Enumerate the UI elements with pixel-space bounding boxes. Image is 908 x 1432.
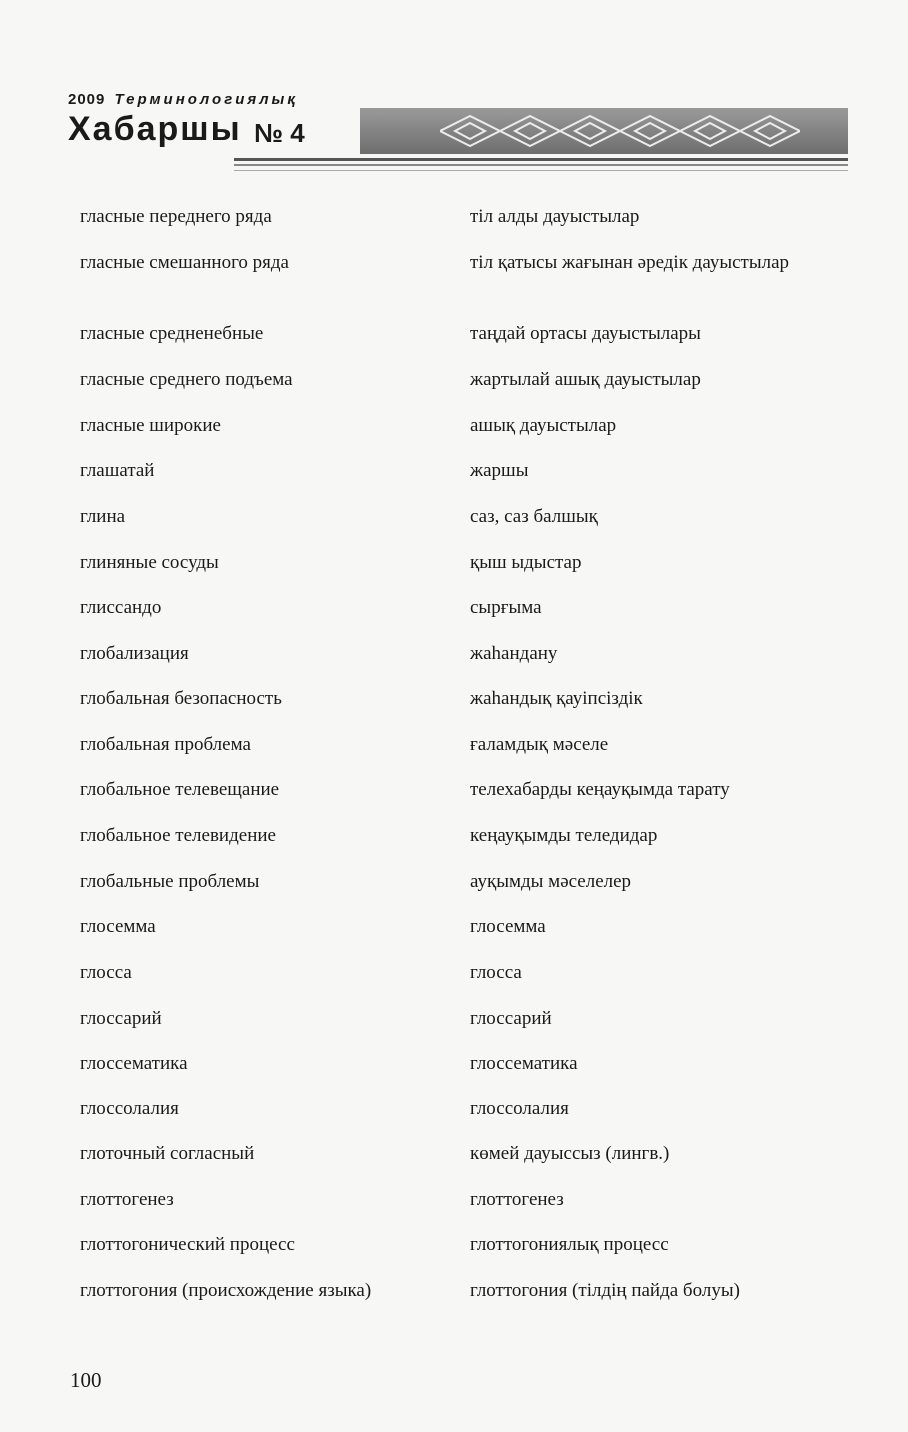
- journal-title-line2: Хабаршы: [68, 110, 242, 148]
- russian-term: глобальные проблемы: [80, 871, 260, 892]
- kazakh-term: ашық дауыстылар: [470, 415, 617, 436]
- kazakh-term: телехабарды кеңауқымда тарату: [470, 779, 730, 800]
- kazakh-term: жаһандық қауіпсіздік: [470, 688, 643, 709]
- kazakh-term: глоссарий: [470, 1008, 552, 1029]
- kazakh-term: сырғыма: [470, 597, 542, 618]
- russian-term: глобальная проблема: [80, 734, 251, 755]
- kazakh-term: глоттогониялық процесс: [470, 1234, 669, 1255]
- kazakh-term: саз, саз балшық: [470, 506, 598, 527]
- russian-term: гласные переднего ряда: [80, 206, 272, 227]
- russian-term: гласные средненебные: [80, 323, 264, 344]
- russian-term: глина: [80, 506, 126, 527]
- kazakh-term: тіл қатысы жағынан әредік дауыстылар: [470, 252, 790, 273]
- russian-term: глосса: [80, 962, 132, 983]
- russian-term: глобальная безопасность: [80, 688, 282, 709]
- kazakh-term: көмей дауыссыз (лингв.): [470, 1143, 670, 1164]
- issue-number: № 4: [254, 118, 305, 148]
- russian-term: глоссематика: [80, 1053, 188, 1074]
- russian-term: глашатай: [80, 460, 155, 481]
- kazakh-term: глосемма: [470, 916, 546, 937]
- russian-term: глобализация: [80, 643, 189, 664]
- kazakh-term: қыш ыдыстар: [470, 552, 582, 573]
- russian-term: глоттогенез: [80, 1189, 174, 1210]
- russian-term: глоточный согласный: [80, 1143, 255, 1164]
- journal-title-line1: Терминологиялық: [114, 91, 298, 108]
- kazakh-term: глоттогония (тілдің пайда болуы): [470, 1280, 740, 1301]
- russian-term: глобальное телевещание: [80, 779, 280, 800]
- russian-term: глоттогония (происхождение языка): [80, 1280, 372, 1301]
- russian-term: глиняные сосуды: [80, 552, 219, 573]
- kazakh-term: глоссолалия: [470, 1098, 569, 1119]
- kazakh-term: жаршы: [470, 460, 529, 481]
- russian-term: глоссарий: [80, 1008, 162, 1029]
- russian-term: глиссандо: [80, 597, 162, 618]
- page-number: 100: [70, 1368, 102, 1392]
- russian-term: гласные среднего подъема: [80, 369, 293, 390]
- kazakh-term: ғаламдық мәселе: [470, 734, 609, 755]
- journal-year: 2009: [68, 91, 106, 108]
- kazakh-term: жаһандану: [470, 643, 558, 664]
- kazakh-term: жартылай ашық дауыстылар: [470, 369, 701, 390]
- russian-term: глосемма: [80, 916, 156, 937]
- kazakh-term: глоссематика: [470, 1053, 578, 1074]
- kazakh-term: кеңауқымды теледидар: [470, 825, 658, 846]
- kazakh-term: глоттогенез: [470, 1189, 564, 1210]
- russian-term: глоссолалия: [80, 1098, 179, 1119]
- kazakh-term: глосса: [470, 962, 522, 983]
- kazakh-term: таңдай ортасы дауыстылары: [470, 323, 701, 344]
- kazakh-term: тіл алды дауыстылар: [470, 206, 640, 227]
- russian-term: гласные широкие: [80, 415, 221, 436]
- russian-term: глобальное телевидение: [80, 825, 276, 846]
- kazakh-term: ауқымды мәселелер: [470, 871, 632, 892]
- russian-term: глоттогонический процесс: [80, 1234, 295, 1255]
- russian-term: гласные смешанного ряда: [80, 252, 289, 273]
